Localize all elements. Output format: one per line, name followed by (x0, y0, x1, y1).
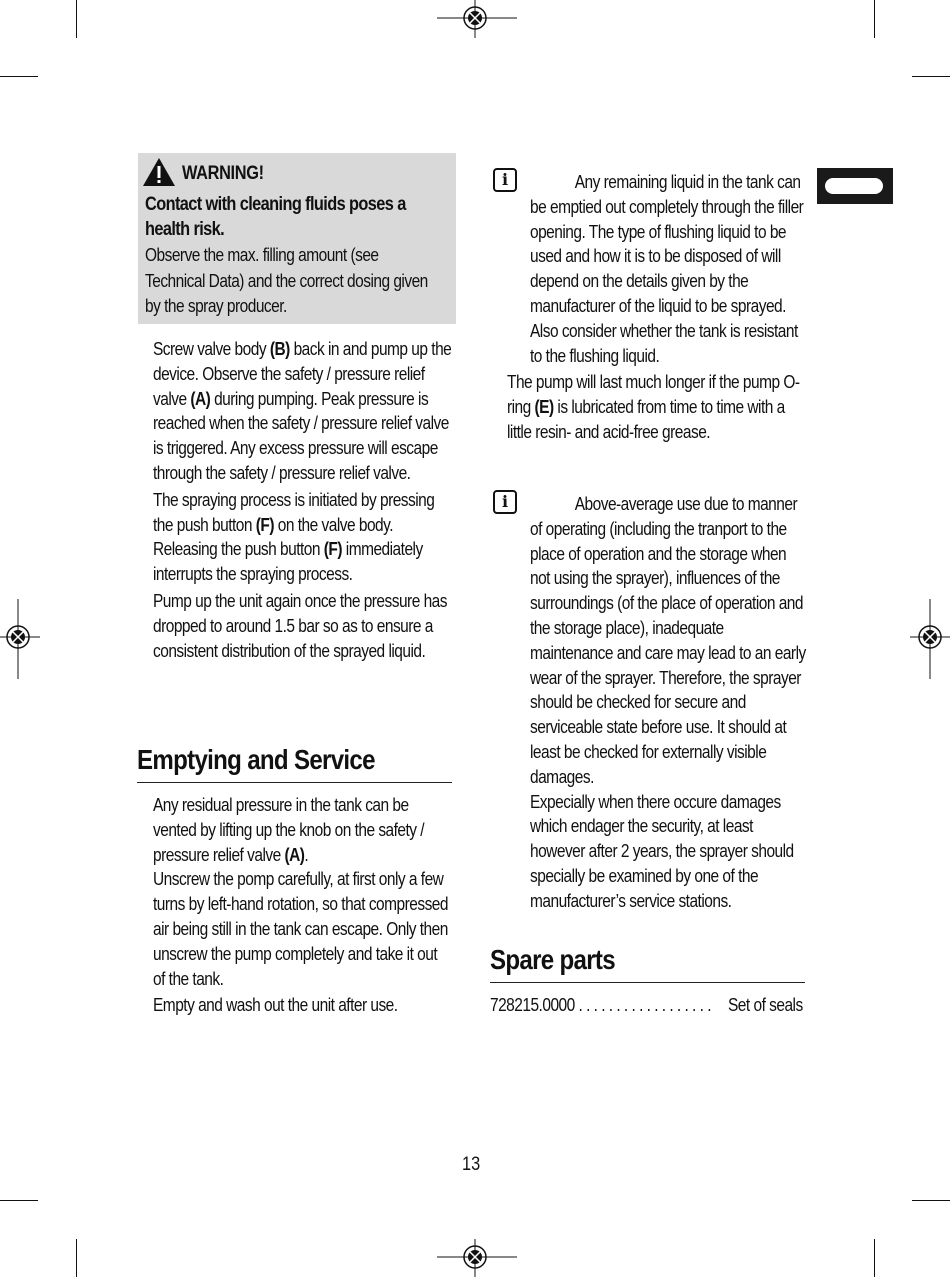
crop-mark (0, 76, 38, 77)
paragraph: Expecially when there occure damages which endager the security, at least however after 2 years, the sprayer should specially be examined by one of the manufacturer’s service stations. (530, 791, 794, 911)
warning-triangle-icon (142, 157, 176, 187)
paragraph: Empty and wash out the unit after use. (153, 995, 398, 1016)
crop-mark (76, 1239, 77, 1277)
warning-title: WARNING! (182, 163, 264, 184)
paragraph: Unscrew the pomp carefully, at first only a few turns by left-hand rotation, so that compressed air being still in the tank can escape. Only then unscrew the pump completely and take it out of the tank. (153, 869, 448, 989)
info-icon: i (493, 490, 517, 514)
service-text (153, 793, 452, 1018)
info-icon: i (493, 168, 517, 192)
heading-rule (490, 982, 805, 983)
intro-text (153, 337, 452, 663)
warning-box (138, 153, 456, 324)
crop-mark (912, 76, 950, 77)
registration-mark-icon (0, 599, 40, 679)
registration-mark-icon (437, 0, 517, 40)
section-heading-emptying: Emptying and Service (137, 744, 375, 775)
spare-part-row (490, 993, 711, 1018)
paragraph: The spraying process is initiated by pressing the push button (F) on the valve body. Releasing the push button (F) immediately interrupts the spraying process. (153, 489, 435, 585)
registration-mark-icon (437, 1237, 517, 1277)
crop-mark (0, 1200, 38, 1201)
info-note-2 (530, 492, 808, 914)
crop-mark (912, 1200, 950, 1201)
info-note-1: Any remaining liquid in the tank can be emptied out completely through the filler opening. The type of flushing liquid to be used and how it is to be disposed of will depend on the details given by the manufacturer of the liquid to be sprayed. Also consider whether the tank is resistant to the flushing liquid. (530, 172, 804, 366)
dot-leader: . . . . . . . . . . . . . . . . . . (574, 995, 711, 1015)
crop-mark (76, 0, 77, 38)
language-tab (817, 168, 893, 204)
paragraph: Pump up the unit again once the pressure has dropped to around 1.5 bar so as to ensure a consistent distribution of the sprayed liquid. (153, 590, 447, 661)
warning-body: Observe the max. filling amount (see Technical Data) and the correct dosing given by the spray producer. (145, 245, 428, 316)
pump-note: The pump will last much longer if the pump O-ring (E) is lubricated from time to time with a little resin- and acid-free grease. (507, 372, 800, 442)
crop-mark (874, 0, 875, 38)
heading-rule (137, 782, 452, 783)
crop-mark (874, 1239, 875, 1277)
language-tab-pill (825, 178, 883, 194)
part-description: Set of seals (728, 995, 803, 1015)
part-number: 728215.0000 (490, 995, 575, 1015)
paragraph: Screw valve body (B) back in and pump up the device. Observe the safety / pressure relief valve (A) during pumping. Peak pressure is reached when the safety / pressure relief valve is triggered. Any excess pressure will escape through the safety / pressure relief valve. (153, 339, 452, 483)
section-heading-spare-parts: Spare parts (490, 944, 615, 975)
paragraph: Any residual pressure in the tank can be vented by lifting up the knob on the safety / pressure relief valve (A). (153, 795, 425, 865)
page-number: 13 (462, 1154, 481, 1175)
warning-subtitle: Contact with cleaning fluids poses a health risk. (145, 194, 406, 240)
registration-mark-icon (910, 599, 950, 679)
paragraph: Above-average use due to manner of operating (including the tranport to the place of operation and the storage when not using the sprayer), influences of the surroundings (of the place of operation and the storage place), inadequate maintenance and care may lead to an early wear of the sprayer. Therefore, the sprayer should be checked for secure and serviceable state before use. It should at least be checked for externally visible damages. (530, 494, 806, 787)
